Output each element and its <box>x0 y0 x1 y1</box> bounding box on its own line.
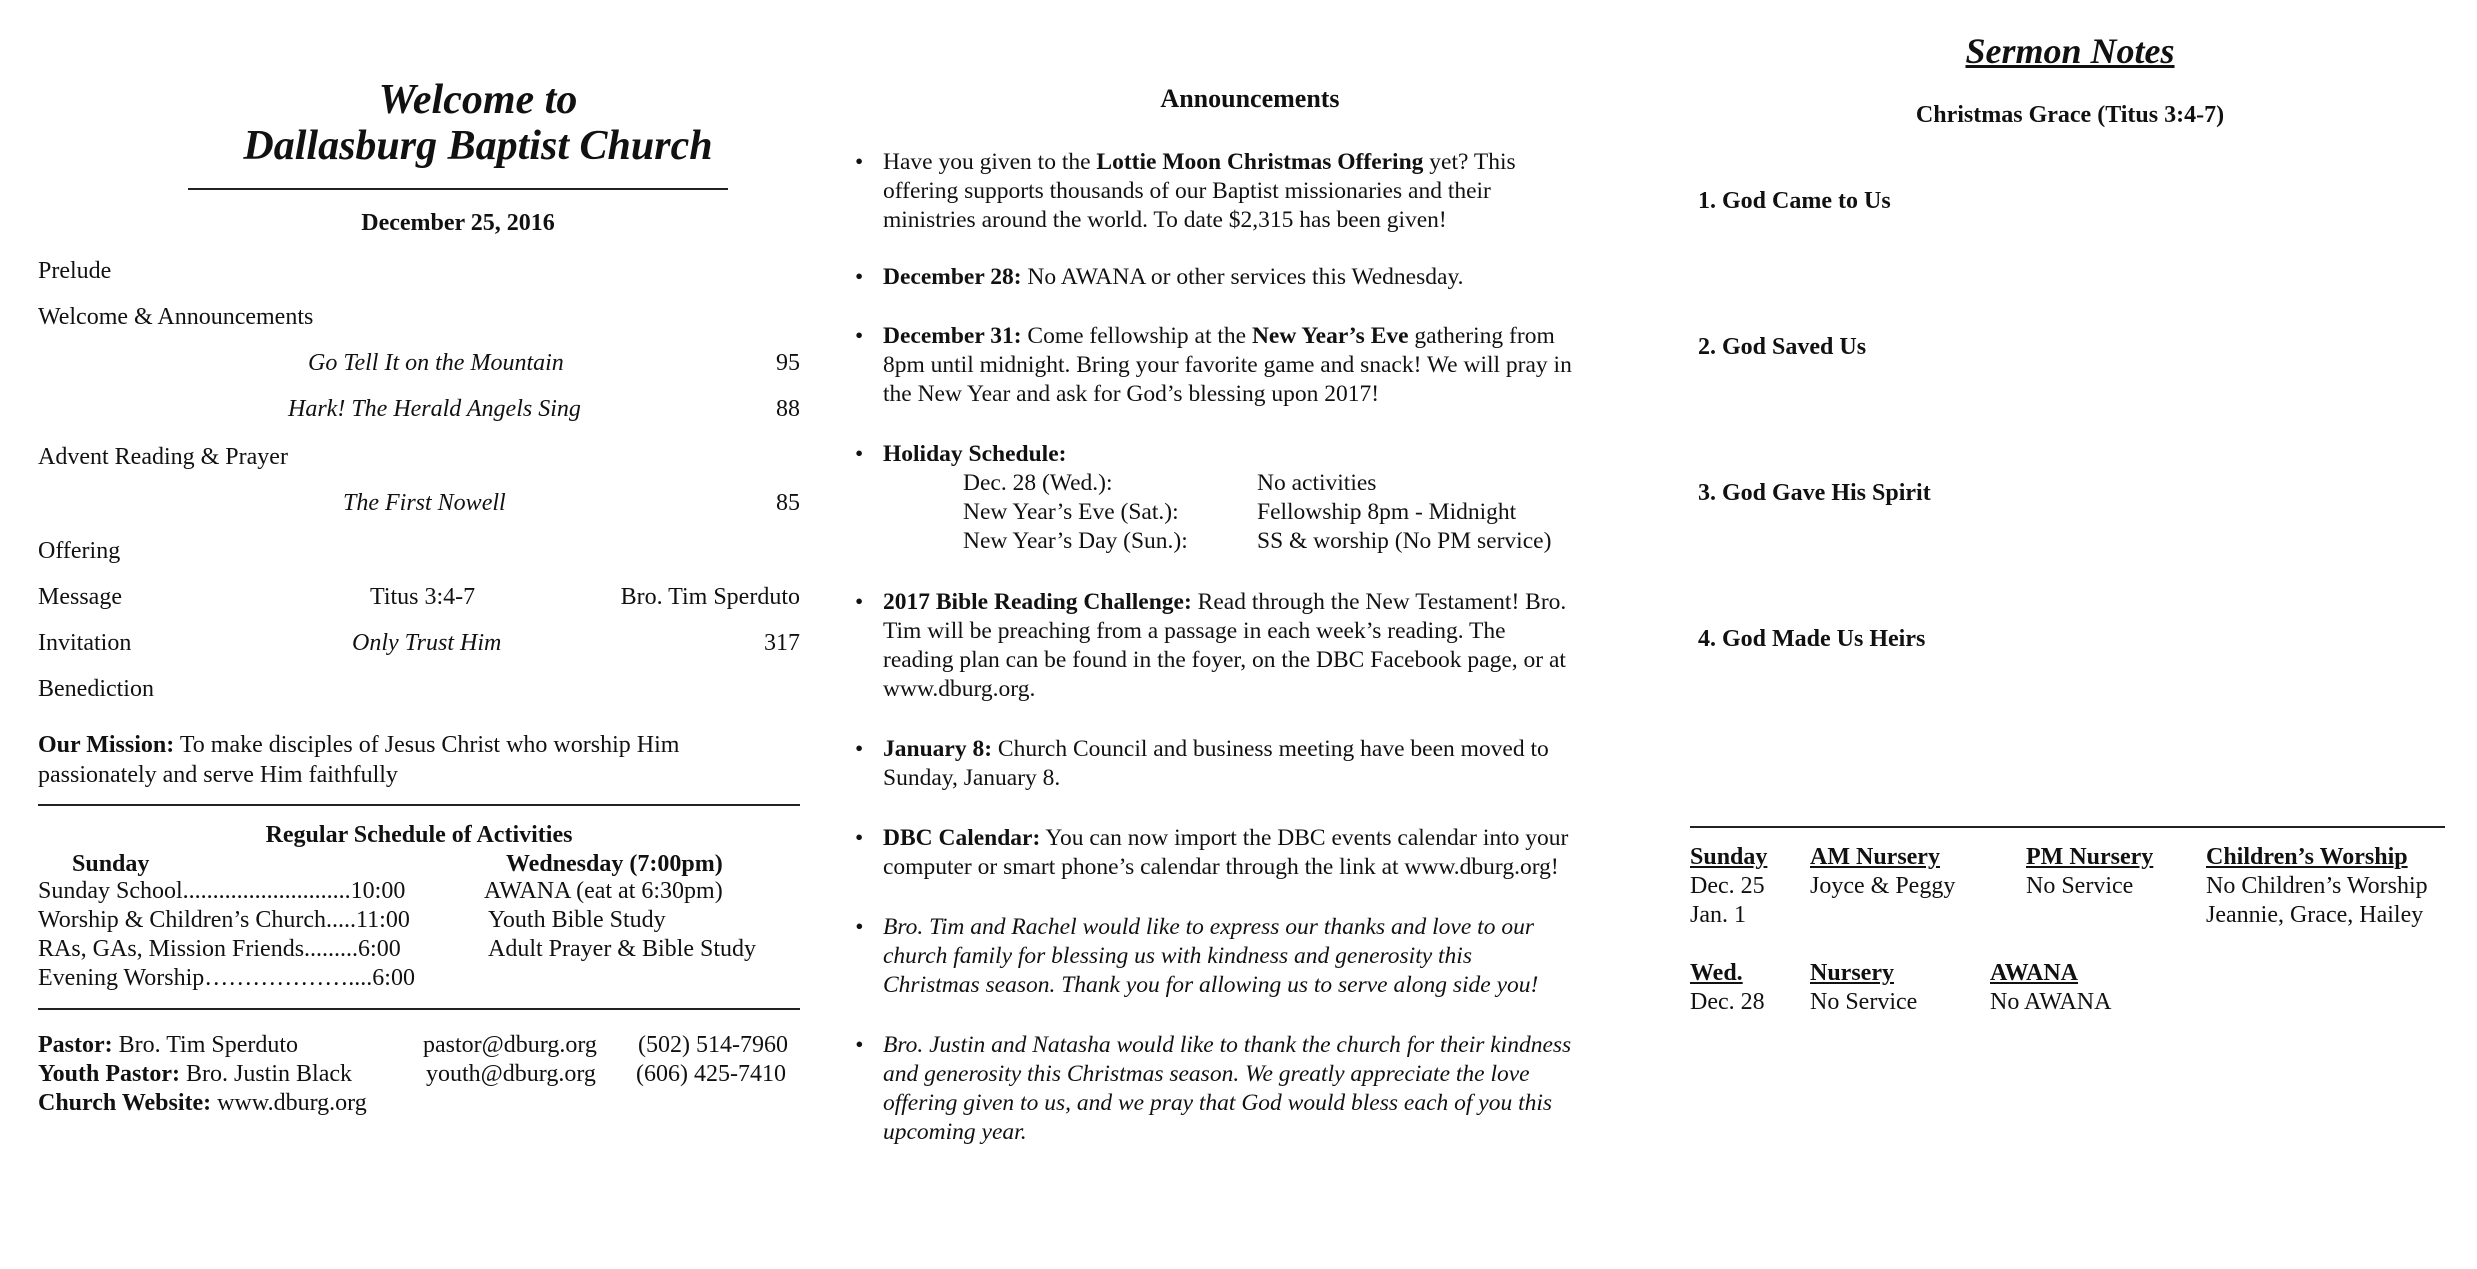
hymn-number: 317 <box>764 630 800 656</box>
nursery-divider <box>1690 826 2445 828</box>
hymn-number: 95 <box>776 350 800 376</box>
website-url: www.dburg.org <box>211 1090 367 1116</box>
date-label: December 31: <box>883 323 1022 349</box>
holiday-event: No activities <box>1257 470 1377 496</box>
text: Come fellowship at the <box>1021 323 1252 349</box>
scripture-ref: Titus 3:4-7 <box>370 584 476 610</box>
mission-text: To make disciples of Jesus Christ who worship Him <box>174 732 680 758</box>
text: and generosity this Christmas season. We greatly appreciate the love <box>883 1061 1530 1087</box>
offering-name: Lottie Moon Christmas Offering <box>1096 149 1424 175</box>
awana-status: No AWANA <box>1990 989 2112 1015</box>
text: yet? This <box>1423 149 1516 175</box>
sunday-item: RAs, GAs, Mission Friends.........6:00 <box>38 936 401 962</box>
holiday-event: Fellowship 8pm - Midnight <box>1257 499 1517 525</box>
nursery-header-nursery: Nursery <box>1810 960 1894 986</box>
youth-pastor-name: Bro. Justin Black <box>180 1061 352 1087</box>
song-title: Go Tell It on the Mountain <box>308 350 564 376</box>
text: Tim will be preaching from a passage in each week’s reading. The <box>883 618 1506 644</box>
order-advent: Advent Reading & Prayer <box>38 444 288 470</box>
song-title: Hark! The Herald Angels Sing <box>288 396 581 422</box>
pastor-label: Pastor: <box>38 1032 113 1058</box>
website-label: Church Website: <box>38 1090 212 1116</box>
holiday-day: New Year’s Eve (Sat.): <box>963 499 1179 525</box>
pastor-line <box>38 1030 298 1060</box>
order-benediction: Benediction <box>38 676 154 702</box>
text: church family for blessing us with kindness and generosity this <box>883 943 1472 969</box>
holiday-day: New Year’s Day (Sun.): <box>963 528 1188 554</box>
nursery-header-pm: PM Nursery <box>2026 844 2154 870</box>
text: Church Council and business meeting have been moved to <box>992 736 1549 762</box>
section-label: Holiday Schedule: <box>883 441 1067 467</box>
sermon-subtitle: Christmas Grace (Titus 3:4-7) <box>1915 102 2225 128</box>
text: Have you given to the <box>883 149 1097 175</box>
pastor-phone: (502) 514-7960 <box>638 1032 788 1058</box>
pm-nursery-status: No Service <box>2026 873 2134 899</box>
holiday-event: SS & worship (No PM service) <box>1257 528 1552 554</box>
section-label: DBC Calendar: <box>883 825 1041 851</box>
text: Bro. Justin and Natasha would like to thank the church for their kindness <box>883 1032 1572 1058</box>
wed-nursery-status: No Service <box>1810 989 1918 1015</box>
pastor-name: Bro. Tim Sperduto <box>112 1032 299 1058</box>
mission-divider <box>38 804 800 806</box>
text: Sunday, January 8. <box>883 765 1061 791</box>
youth-pastor-label: Youth Pastor: <box>38 1061 180 1087</box>
bullet-icon: • <box>855 736 864 762</box>
welcome-title-line2: Dallasburg Baptist Church <box>243 123 713 169</box>
text: You can now import the DBC events calendar into your <box>1040 825 1569 851</box>
bullet-icon: • <box>855 1032 864 1058</box>
youth-pastor-line <box>38 1059 352 1089</box>
text: Christmas season. Thank you for allowing us to serve along side you! <box>883 972 1539 998</box>
sermon-point: 2. God Saved Us <box>1698 334 1867 360</box>
announcements-panel <box>855 0 1655 1269</box>
song-title: The First Nowell <box>343 490 506 516</box>
schedule-title: Regular Schedule of Activities <box>265 822 573 848</box>
sunday-item: Evening Worship………………....6:00 <box>38 965 415 991</box>
sermon-notes-panel <box>1690 0 2450 1269</box>
am-nursery-workers: Joyce & Peggy <box>1810 873 1956 899</box>
bullet-icon: • <box>855 589 864 615</box>
sunday-item: Sunday School............................10:00 <box>38 878 406 904</box>
schedule-divider <box>38 1008 800 1010</box>
holiday-day: Dec. 28 (Wed.): <box>963 470 1113 496</box>
section-label: 2017 Bible Reading Challenge: <box>883 589 1192 615</box>
children-worship-workers: Jeannie, Grace, Hailey <box>2206 902 2424 928</box>
date-label: December 28: <box>883 264 1022 290</box>
mission-line2: passionately and serve Him faithfully <box>38 762 398 788</box>
sermon-notes-title: Sermon Notes <box>1965 31 2175 71</box>
nursery-header-am: AM Nursery <box>1810 844 1940 870</box>
left-panel <box>38 0 803 1269</box>
text: 8pm until midnight. Bring your favorite game and snack! We will pray in <box>883 352 1572 378</box>
text: upcoming year. <box>883 1119 1027 1145</box>
bullet-icon: • <box>855 441 864 467</box>
order-invitation: Invitation <box>38 630 132 656</box>
order-prelude: Prelude <box>38 258 112 284</box>
title-divider <box>188 188 728 190</box>
youth-phone: (606) 425-7410 <box>636 1061 786 1087</box>
announcements-title: Announcements <box>1160 84 1340 113</box>
event-name: New Year’s Eve <box>1251 323 1409 349</box>
date-label: January 8: <box>883 736 993 762</box>
bullet-icon: • <box>855 264 864 290</box>
nursery-date: Jan. 1 <box>1690 902 1746 928</box>
nursery-header-sunday: Sunday <box>1690 844 1768 870</box>
text: reading plan can be found in the foyer, on the DBC Facebook page, or at <box>883 647 1566 673</box>
bullet-icon: • <box>855 914 864 940</box>
text: offering given to us, and we pray that God would bless each of you this <box>883 1090 1553 1116</box>
pastor-email: pastor@dburg.org <box>423 1032 597 1058</box>
order-offering: Offering <box>38 538 121 564</box>
mission-line1 <box>38 730 679 760</box>
nursery-header-wed: Wed. <box>1690 960 1743 986</box>
hymn-number: 85 <box>776 490 800 516</box>
text: ministries around the world. To date $2,315 has been given! <box>883 207 1447 233</box>
text: www.dburg.org. <box>883 676 1036 702</box>
text: Read through the New Testament! Bro. <box>1191 589 1567 615</box>
order-message: Message <box>38 584 122 610</box>
website-line <box>38 1088 367 1118</box>
wednesday-item: Adult Prayer & Bible Study <box>488 936 756 962</box>
bulletin-date: December 25, 2016 <box>361 210 555 236</box>
mission-label: Our Mission: <box>38 732 175 758</box>
sermon-point: 3. God Gave His Spirit <box>1698 480 1931 506</box>
nursery-date: Dec. 28 <box>1690 989 1765 1015</box>
bullet-icon: • <box>855 149 864 175</box>
speaker-name: Bro. Tim Sperduto <box>620 584 800 610</box>
text: computer or smart phone’s calendar through the link at www.dburg.org! <box>883 854 1559 880</box>
children-worship-status: No Children’s Worship <box>2206 873 2428 899</box>
nursery-date: Dec. 25 <box>1690 873 1765 899</box>
wednesday-header: Wednesday (7:00pm) <box>506 851 723 877</box>
youth-email: youth@dburg.org <box>426 1061 596 1087</box>
text: No AWANA or other services this Wednesday. <box>1021 264 1464 290</box>
text: the New Year and ask for God’s blessing upon 2017! <box>883 381 1380 407</box>
bullet-icon: • <box>855 323 864 349</box>
welcome-title-line1: Welcome to <box>378 77 578 123</box>
sermon-point: 1. God Came to Us <box>1698 188 1891 214</box>
wednesday-item: AWANA (eat at 6:30pm) <box>484 878 723 904</box>
text: offering supports thousands of our Baptist missionaries and their <box>883 178 1491 204</box>
sunday-header: Sunday <box>72 851 150 877</box>
text: Bro. Tim and Rachel would like to express our thanks and love to our <box>883 914 1534 940</box>
hymn-number: 88 <box>776 396 800 422</box>
order-welcome: Welcome & Announcements <box>38 304 314 330</box>
wednesday-item: Youth Bible Study <box>488 907 666 933</box>
sermon-point: 4. God Made Us Heirs <box>1698 626 1926 652</box>
song-title: Only Trust Him <box>352 630 502 656</box>
bullet-icon: • <box>855 825 864 851</box>
nursery-header-children: Children’s Worship <box>2206 844 2408 870</box>
sunday-item: Worship & Children’s Church.....11:00 <box>38 907 410 933</box>
nursery-header-awana: AWANA <box>1990 960 2079 986</box>
text: gathering from <box>1408 323 1555 349</box>
